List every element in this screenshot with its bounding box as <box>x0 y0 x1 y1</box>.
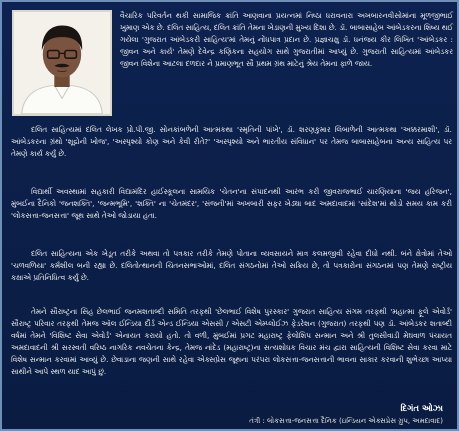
portrait-illustration <box>14 12 110 114</box>
body-paragraph-activism: દલિત સાહિત્યના એક ખેડૂત તરીકે અથવા તો પત્રકાર તરીકે તેમણે પોતાના વ્યવસાયને માત્ર કલમજીવી રહેવા દીધો નથી. બંને ક્ષેત્રોમાં તેઓ 'ચળવળિયા' કર્મશીલ બની રહ્યા છે. દલિતોત્થાનની ચિંતનસભાઓમાં, દલિત સંગઠનોમાં તેઓ સક્રિય છે, તો પત્રકારોના સંગઠનમાં પણ તેમણે રાષ્ટ્રીય કક્ષાએ પ્રતિનિધિત્વ કર્યું છે. <box>11 249 452 283</box>
author-designation: તંત્રી : લોકસત્તા-જનસત્તા દૈનિક (ઇન્ડિયન એક્સપ્રેસ ગ્રુપ, અમદાવાદ) <box>249 417 443 425</box>
body-paragraph-journalism-career: વિદ્યાર્થી અવસ્થામાં સહકારી વિદ્યામંદિર હાઈસ્કૂલના સામયિક 'ચેતન'ના સંપાદનથી આરંભ કરી જીવરાજભાઈ ચારણિયાના 'જય હરિજન', મુંબઈના દૈનિકો 'જનશક્તિ', 'જન્મભૂમિ', 'શક્તિ' ના 'ચેતમંદર', 'સંજની'માં અખબારી સફર ખેડ્યા બાદ અમદાવાદમાં 'સાંદેશ'માં થોડો સમય કામ કરી 'લોકસત્તા-જનસત્તા' જૂથ સાથે તેઓ જોડાયા હતા. <box>11 187 452 221</box>
author-portrait-photo <box>12 10 112 116</box>
body-paragraph-works: દલિત સાહિત્યમાં દલિત લેખક પ્રો.પી.જી. સોનકાંબળેની આત્મકથા 'સ્મૃતિની પાંખે', ડૉ. શરણકુમાર લિંબાળેની આત્મકથા 'અક્કરમાશી', ડૉ. આંબેડકરના ગ્રંથો 'શૂદ્રોની ખોજ', 'અસ્પૃશ્યો કોણ અને કેવી રીતે?' 'અસ્પૃશ્યો અને ભારતીય સંવિધાન' પર તેમજ બાબાસાહેબના અન્ય સાહિત્ય પર તેમણે કાર્ય કર્યું છે. <box>11 125 452 159</box>
body-paragraph-awards: તેમને સૌરાષ્ટ્રના સિંહ છેલભાઈ જનમશતાબ્દી સમિતિ તરફથી 'છેલભાઈ વિશેષ પુરસ્કાર' ગુજરાત સાહિત્ય સંગમ તરફથી 'મહાત્મા ફૂલે એવોર્ડ' સૌરાષ્ટ્ર પરિવાર તરફથી તેમજ ઑલ ઈન્ડિયા દૌર્ડ એન્ડ ઈન્ડિયા એસસી / એસટી એમ્પ્લોઈઝ ફેડરેશન (ગુજરાત) તરફથી પણ ડૉ. આંબેડકર શતાબ્દી વર્ષમાં તેમને 'વિશિષ્ટ સેવા એવોર્ડ' એનાયત કરાયો હતો. તો વળી, મુંબઈમાં પ્રગટ મહારાષ્ટ્ર ફેલોશિપ સન્માન અને શ્રી તુલસીવાડી મેઘવાળ પંચાયત અમદાવાદની શ્રી સરસ્વતી વરિષ્ઠ નાગરિક નવચેતના કેન્દ્ર, તેમજ નાંદેડ (મહારાષ્ટ્ર)ના સત્યશોધક વિચાર મંચ દ્વારા સાહિત્યની વિશિષ્ટ સેવા કરવા માટે વિશેષ સન્માન કરવામાં આવ્યું છે. છેવાડાના જણની સાથે રહેવા એક્સપ્રેસ જૂથના પરંપરા લોકસત્તા-જનસત્તાની ભાવના સાકાર કરવાની શુભેચ્છા આપ્યા સાથીને આપે સ્થળ યાદ આપું છું. <box>11 307 452 377</box>
intro-paragraph: વૈચારિક પરિવર્તન થકી સામાજિક ક્રાંતિ આણવાના પ્રયત્નમાં નિષ્ઠા ધરાવનારા અખબારનવીસોમાંના મૂળજીભાઈ ખુમાણ એક છે. દલિત સાહિત્ય, દલિત ક્રાંતિ તેમના ખેડાણની મુખ્ય દિશા છે. ડૉ. બાબાસાહેબ આંબેડકરના શિષ્ય થઈ ગયેલા 'ગુજરાત આંબેડકરી સાહિત્ય'માં તેમનું નોંધપાત્ર પ્રદાન છે. પ્રજ્ઞાચક્ષુ ડૉ. ધનંજય કીર લિખિત 'આંબેડકર : જીવન અને કાર્ય' તેમણે દેવેન્દ્ર કણિકના સહયોગ સાથે ગુજરાતીમાં આપ્યું છે. ગુજરાતી સાહિત્યમાં આંબેડકર જીવન વિશેના આટલા દળદાર ને પ્રમાણભૂત સૌ પ્રથમ ગ્રંથ માટેનું શ્રેય તેમના ફાળે જાય. <box>120 11 453 69</box>
author-signature: દિગંત ઓઝા <box>400 404 443 414</box>
